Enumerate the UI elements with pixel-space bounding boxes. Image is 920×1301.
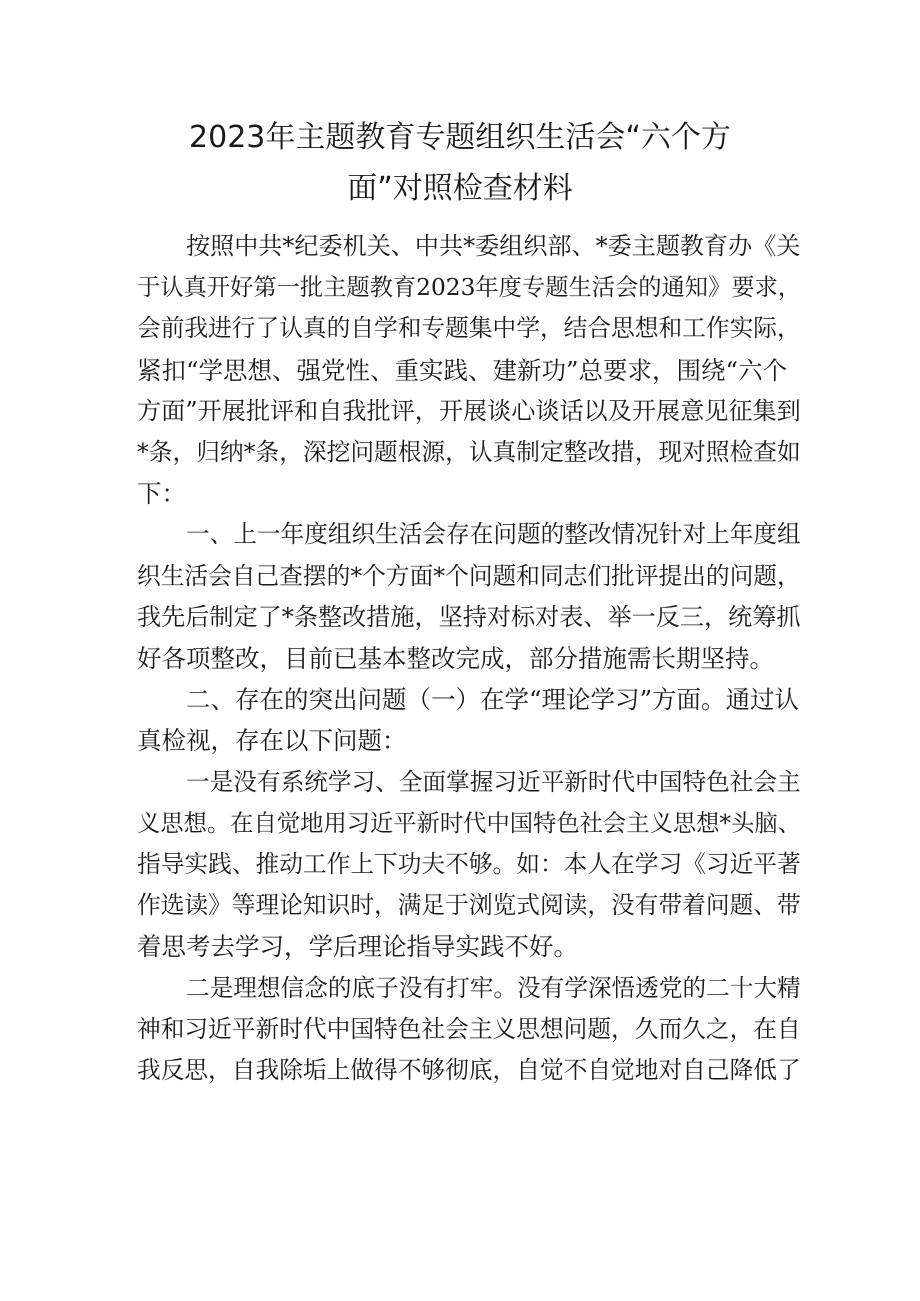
paragraph-line: 按照中共*纪委机关、中共*委组织部、*委主题教育办《关 — [186, 232, 801, 260]
paragraph-section-2 — [137, 679, 801, 761]
paragraph-line: 方面”开展批评和自我批评，开展谈心谈话以及开展意见征集到 — [137, 396, 801, 425]
paragraph-line: 一、上一年度组织生活会存在问题的整改情况针对上年度组 — [186, 520, 801, 549]
paragraph-line: 着思考去学习，学后理论指导实践不好。 — [137, 932, 578, 962]
paragraph-problem-1 — [137, 762, 801, 968]
paragraph-line: 义思想。在自觉地用习近平新时代中国特色社会主义思想*头脑、 — [137, 809, 801, 837]
title-line: 面”对照检查材料 — [347, 171, 573, 206]
paragraph-line: 我反思，自我除垢上做得不够彻底，自觉不自觉地对自己降低了 — [137, 1056, 801, 1085]
paragraph-intro — [137, 226, 801, 514]
paragraph-line: 下： — [137, 479, 186, 509]
paragraph-line: 织生活会自己查摆的*个方面*个问题和同志们批评提出的问题， — [137, 561, 801, 590]
paragraph-line: 指导实践、推动工作上下功夫不够。如：本人在学习《习近平著 — [137, 850, 801, 879]
title-line: 2023年主题教育专题组织生活会“六个方 — [189, 120, 731, 155]
paragraph-line: 二、存在的突出问题（一）在学“理论学习”方面。通过认 — [186, 685, 800, 715]
document-body — [137, 226, 801, 1091]
paragraph-line: *条，归纳*条，深挖问题根源，认真制定整改措，现对照检查如 — [137, 438, 801, 467]
document-title — [120, 112, 800, 214]
paragraph-line: 于认真开好第一批主题教育2023年度专题生活会的通知》要求， — [137, 274, 801, 302]
paragraph-line: 真检视，存在以下问题： — [137, 726, 407, 756]
paragraph-section-1 — [137, 514, 801, 679]
paragraph-line: 一是没有系统学习、全面掌握习近平新时代中国特色社会主 — [186, 767, 801, 796]
paragraph-line: 好各项整改，目前已基本整改完成，部分措施需长期坚持。 — [137, 644, 774, 674]
paragraph-line: 神和习近平新时代中国特色社会主义思想问题，久而久之，在自 — [137, 1014, 801, 1043]
paragraph-line: 紧扣“学思想、强党性、重实践、建新功”总要求，围绕“六个 — [137, 355, 788, 385]
paragraph-line: 二是理想信念的底子没有打牢。没有学深悟透党的二十大精 — [186, 973, 801, 1002]
paragraph-line: 我先后制定了*条整改措施，坚持对标对表、举一反三，统筹抓 — [137, 602, 801, 631]
paragraph-line: 会前我进行了认真的自学和专题集中学，结合思想和工作实际， — [137, 314, 801, 343]
paragraph-line: 作选读》等理论知识时，满足于浏览式阅读，没有带着问题、带 — [137, 891, 801, 920]
paragraph-problem-2 — [137, 968, 801, 1092]
